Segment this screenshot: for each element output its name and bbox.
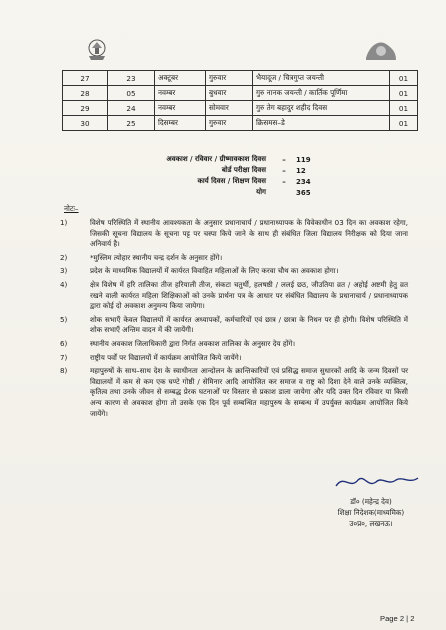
summary-row [136, 176, 336, 187]
row-count: 01 [390, 71, 418, 86]
row-sr: 28 [63, 86, 108, 101]
table-row [63, 86, 418, 101]
row-day: गुरुवार [206, 116, 253, 131]
row-date: 23 [108, 71, 155, 86]
row-month: दिसम्बर [155, 116, 206, 131]
emblem-right-icon [364, 38, 398, 64]
holiday-table [62, 70, 418, 131]
note-item [60, 353, 408, 364]
note-number: 2) [60, 252, 68, 262]
summary-sep: – [282, 177, 286, 186]
row-sr: 27 [63, 71, 108, 86]
row-holiday-name: भैयादूज / चित्रगुप्त जयन्ती [253, 71, 390, 86]
note-text: राष्ट्रीय पर्वों पर विद्यालयों में कार्यक्रम आयोजित किये जायेंगे। [90, 352, 242, 362]
table-row [63, 71, 418, 86]
row-day: गुरुवार [206, 71, 253, 86]
row-sr: 30 [63, 116, 108, 131]
table-row [63, 101, 418, 116]
note-number: 1) [60, 218, 68, 227]
row-count: 01 [390, 86, 418, 101]
summary-label: बोर्ड परीक्षा दिवस [221, 166, 266, 174]
row-sr: 29 [63, 101, 108, 116]
row-date: 05 [108, 86, 155, 101]
page-number: Page 2 | 2 [380, 614, 415, 623]
summary-row [136, 187, 336, 198]
row-date: 24 [108, 101, 155, 116]
note-item [60, 218, 408, 250]
row-month: अक्टूबर [155, 71, 206, 86]
summary-value: 12 [296, 166, 306, 175]
signature-block [316, 496, 426, 529]
note-item [60, 280, 408, 312]
note-item [60, 339, 408, 350]
note-text: क्षेत्र विशेष में हरि तालिका तीज हरियाली तीज, संकटा चतुर्थी, हलषष्ठी / ललई छठ, जीउतिया व्रत / अहोई अष्टमी हेतु व्रत रखने वाली कार्यरत महिला शिक्षिकाओं को उनके प्रार्थना पत्र के आधार पर संबंधित विद्यालय के प्रधानाचार्य / प्रधानाध्यापक द्वारा कोई दो अवकाश अनुमन्य किया जायेगा। [90, 279, 408, 311]
note-text: महापुरुषों के साथ–साथ देश के स्वाधीनता आन्दोलन के क्रान्तिकारियों एवं प्रसिद्ध समाज सुधारकों आदि के जन्म दिवसों पर विद्यालयों में कम से कम एक घण्टे गोष्ठी / सेमिनार आदि आयोजित कर समाज व राष्ट्र को दिशा देने वाले उनके व्यक्तित्व, कृतित्व तथा उनके जीवन से सम्बद्ध प्रेरक घटनाओं पर विस्तार से प्रकाश डाला जायेगा और यदि उक्त दिन रविवार या किसी अन्य कारण से अवकाश होगा तो उसके एक दिन पूर्व सम्बन्धित महापुरुष के सम्बन्ध में उपर्युक्त कार्यक्रम आयोजित किये जायेंगे। [90, 366, 408, 418]
row-month: नवम्बर [155, 86, 206, 101]
notes-heading: नोटः– [64, 204, 79, 213]
summary-row [136, 154, 336, 165]
note-text: विशेष परिस्थिति में स्थानीय आवश्यकता के अनुसार प्रधानाचार्य / प्रधानाध्यापक के विवेकाधीन 03 दिन का अवकाश रहेगा, जिसकी सूचना विद्यालय के सूचना पट्ट पर चस्पा किये जाने के साथ ही संबंधित जिला विद्यालय निरीक्षक को दिया जाना अनिवार्य है। [90, 218, 408, 249]
note-item [60, 253, 408, 264]
summary-value: 365 [296, 188, 311, 197]
summary-block [136, 154, 336, 198]
row-day: बुधवार [206, 86, 253, 101]
signature-scribble-icon [332, 470, 422, 494]
note-number: 6) [60, 338, 68, 348]
note-number: 3) [60, 266, 68, 276]
row-month: नवम्बर [155, 101, 206, 116]
row-day: सोमवार [206, 101, 253, 116]
note-text: *मुस्लिम त्योहार स्थानीय चन्द्र दर्शन के अनुसार होंगे। [90, 252, 223, 262]
row-count: 01 [390, 101, 418, 116]
summary-label: योग [256, 188, 266, 196]
notes-list [60, 218, 408, 422]
note-text: शोक सभाएँ केवल विद्यालयों में कार्यरत अध्यापकों, कर्मचारियों एवं छात्र / छात्रा के निधन पर ही होगी। विशेष परिस्थिति में शोक सभाएँ अन्तिम वादन में की जायेंगी। [90, 314, 408, 335]
note-number: 8) [60, 366, 68, 376]
summary-label: कार्य दिवस / शिक्षण दिवस [197, 177, 266, 185]
summary-row [136, 165, 336, 176]
note-item [60, 266, 408, 277]
row-count: 01 [390, 116, 418, 131]
row-date: 25 [108, 116, 155, 131]
summary-sep: – [282, 155, 286, 164]
signatory-designation: शिक्षा निदेशक(माध्यमिक) [337, 508, 405, 517]
signatory-name: डॉ० (महेन्द्र देव) [350, 497, 392, 506]
note-text: प्रदेश के माध्यमिक विद्यालयों में कार्यरत विवाहित महिलाओं के लिए करवा चौथ का अवकाश होगा। [90, 266, 339, 276]
note-number: 7) [60, 352, 68, 362]
table-row [63, 116, 418, 131]
summary-label: अवकाश / रविवार / ग्रीष्मावकाश दिवस [166, 155, 266, 163]
row-holiday-name: क्रिसमस–डे [253, 116, 390, 131]
note-text: स्थानीय अवकाश जिलाधिकारी द्वारा निर्गत अवकाश तालिका के अनुसार देय होंगे। [90, 338, 296, 348]
summary-value: 119 [296, 155, 311, 164]
signatory-place: उ०प्र०, लखनऊ। [349, 519, 393, 528]
summary-value: 234 [296, 177, 311, 186]
note-item [60, 315, 408, 336]
summary-sep: – [282, 166, 286, 175]
row-holiday-name: गुरु नानक जयन्ती / कार्तिक पूर्णिमा [253, 86, 390, 101]
note-number: 4) [60, 279, 68, 289]
row-holiday-name: गुरु तेग बहादुर शहीद दिवस [253, 101, 390, 116]
emblem-left-icon [84, 38, 110, 62]
note-number: 5) [60, 314, 68, 324]
note-item [60, 366, 408, 419]
